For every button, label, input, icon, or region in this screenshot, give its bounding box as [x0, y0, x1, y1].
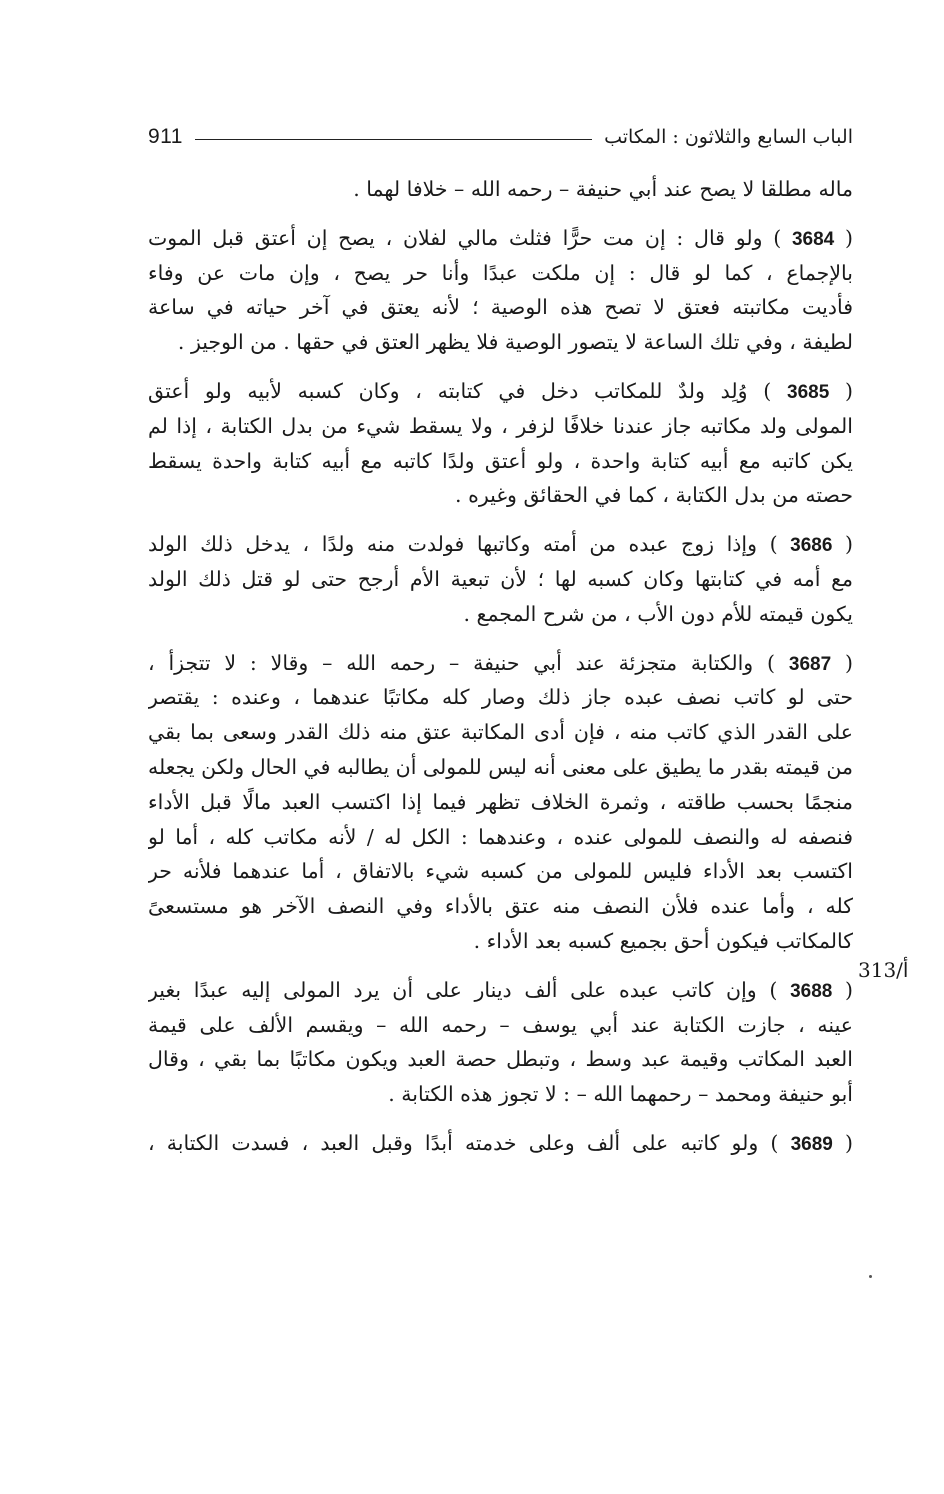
text-line: أبو حنيفة ومحمد – رحمهما الله – : لا تجوز هذه الكتابة .	[388, 1082, 853, 1107]
text-line: مع أمه في كتابتها وكان كسبه لها ؛ لأن تبعية الأم أرجح حتى لو قتل ذلك الولد	[148, 566, 853, 591]
text-line: منجمًا بحسب طاقته ، وثمرة الخلاف تظهر فيما إذا اكتسب العبد مالًا قبل الأداء	[148, 789, 853, 814]
paragraph-3685	[148, 374, 853, 513]
running-header	[148, 120, 853, 154]
text-line: من قيمته بقدر ما يطيق على معنى أنه ليس للمولى أن يطالبه في الحال ولكن يجعله	[148, 754, 853, 779]
text-line: كله ، وأما عنده فلأن النصف منه عتق بالأداء وفي النصف الآخر هو مستسعىً	[148, 894, 853, 919]
text-line: حتى لو كاتب نصف عبده جاز ذلك وصار كله مكاتبًا عندهما ، وعنده : يقتصر	[148, 685, 853, 710]
manuscript-folio-note: 313/أ	[858, 958, 909, 982]
text-line: العبد المكاتب وقيمة عبد وسط ، وتبطل حصة العبد ويكون مكاتبًا بما بقي ، وقال	[148, 1047, 853, 1072]
paragraph-number: 3689	[790, 1133, 833, 1155]
paragraph-3684	[148, 221, 853, 360]
text-line: اكتسب بعد الأداء فليس للمولى من كسبه شيء بالاتفاق ، أما عندهما فلأنه حر	[148, 859, 853, 884]
text-run: ولو كاتبه على ألف وعلى خدمته أبدًا وقبل العبد ، فسدت الكتابة ،	[148, 1130, 759, 1155]
paragraph-number: 3685	[787, 381, 830, 403]
text-line: ( 3686 ) وإذا زوج عبده من أمته وكاتبها فولدت منه ولدًا ، يدخل ذلك الولد	[148, 532, 853, 557]
text-line: يكون قيمته للأم دون الأب ، من شرح المجمع .	[463, 601, 853, 626]
text-line: حصته من بدل الكتابة ، كما في الحقائق وغيره .	[455, 483, 853, 508]
header-rule	[195, 139, 592, 140]
text-line: لطيفة ، وفي تلك الساعة لا يتصور الوصية فلا يظهر العتق في حقها . من الوجيز .	[177, 330, 853, 355]
text-line: المولى ولد مكاتبه جاز عندنا خلافًا لزفر ، ولا يسقط شيء من بدل الكتابة ، إذا لم	[148, 413, 853, 438]
text-run: ولو قال : إن مت حرًّا فثلث مالي لفلان ، يصح إن أعتق قبل الموت	[148, 225, 763, 250]
text-line: ( 3688 ) وإن كاتب عبده على ألف دينار على أن يرد المولى إليه عبدًا بغير	[148, 977, 853, 1002]
text-line: ( 3689 ) ولو كاتبه على ألف وعلى خدمته أبدًا وقبل العبد ، فسدت الكتابة ،	[148, 1130, 853, 1155]
paragraph-3689	[148, 1126, 853, 1161]
text-line: كالمكاتب فيكون أحق بجميع كسبه بعد الأداء .	[473, 928, 853, 953]
text-line: على القدر الذي كاتب منه ، فإن أدى المكاتبة عتق منه ذلك القدر وسعى بما بقي	[148, 720, 853, 745]
text-line: ماله مطلقا لا يصح عند أبي حنيفة – رحمه الله – خلافا لهما .	[353, 177, 853, 201]
text-line: يكن كاتبه مع أبيه كتابة واحدة ، ولو أعتق ولدًا كاتبه مع أبيه كتابة واحدة يسقط	[148, 448, 853, 473]
text-line: ( 3687 ) والكتابة متجزئة عند أبي حنيفة – رحمه الله – وقالا : لا تتجزأ ،	[148, 650, 853, 675]
text-line: فأديت مكاتبته فعتق لا تصح هذه الوصية ؛ لأنه يعتق في آخر حياته في ساعة	[148, 295, 853, 320]
text-line: ( 3685 ) وُلِد ولدٌ للمكاتب دخل في كتابته ، وكان كسبه لأبيه ولو أعتق	[148, 378, 853, 403]
text-run: وإن كاتب عبده على ألف دينار على أن يرد المولى إليه عبدًا بغير	[148, 977, 757, 1002]
scan-speck	[869, 1275, 872, 1278]
paragraph-number: 3684	[791, 228, 835, 250]
text-run: وُلِد ولدٌ للمكاتب دخل في كتابته ، وكان كسبه لأبيه ولو أعتق	[148, 378, 748, 403]
paragraph-3686	[148, 527, 853, 631]
paragraph-3687	[148, 646, 853, 959]
text-line: عينه ، جازت الكتابة عند أبي يوسف – رحمه الله – ويقسم الألف على قيمة	[148, 1012, 853, 1037]
chapter-title: الباب السابع والثلاثون : المكاتب	[604, 126, 853, 148]
text-run: وإذا زوج عبده من أمته وكاتبها فولدت منه ولدًا ، يدخل ذلك الولد	[148, 532, 758, 557]
paragraph-number: 3688	[790, 980, 833, 1002]
page-body	[148, 172, 853, 1175]
text-line: ( 3684 ) ولو قال : إن مت حرًّا فثلث مالي لفلان ، يصح إن أعتق قبل الموت	[148, 225, 853, 250]
text-run: والكتابة متجزئة عند أبي حنيفة – رحمه الله – وقالا : لا تتجزأ ،	[148, 650, 754, 675]
paragraph-number: 3686	[790, 535, 833, 557]
paragraph	[148, 172, 853, 207]
paragraph-number: 3687	[788, 653, 832, 675]
paragraph-3688	[148, 973, 853, 1112]
text-line: فنصفه له والنصف للمولى عنده ، وعندهما : الكل له / لأنه مكاتب كله ، أما لو	[148, 824, 853, 849]
page-number: 911	[148, 125, 183, 148]
text-line: بالإجماع ، كما لو قال : إن ملكت عبدًا وأنا حر يصح ، وإن مات عن وفاء	[148, 260, 853, 285]
